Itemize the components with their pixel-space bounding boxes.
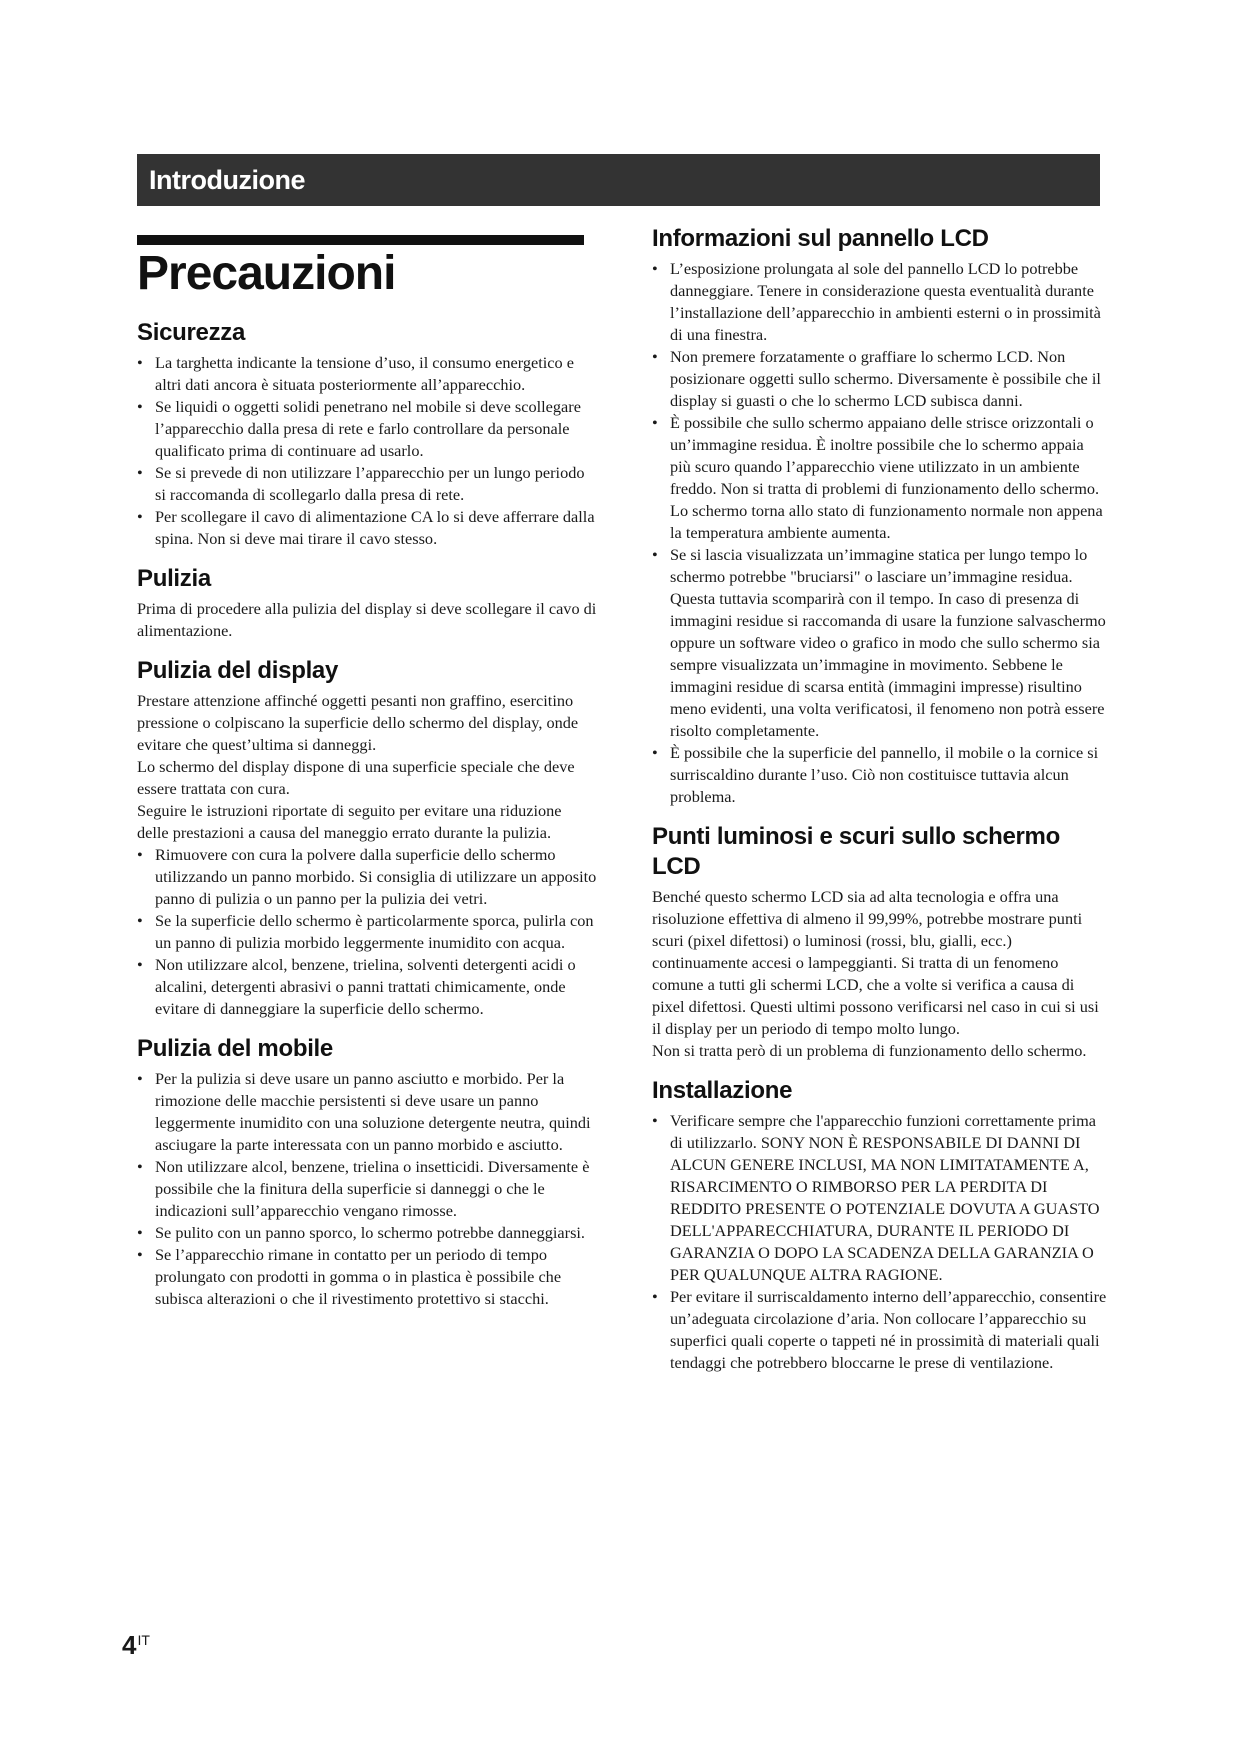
paragraph: Prestare attenzione affinché oggetti pesanti non graffino, esercitino pressione o colpiscano la superficie dello schermo del display, onde evitare che quest’ultima si danneggi. (137, 691, 579, 754)
paragraph: Benché questo schermo LCD sia ad alta tecnologia e offra una risoluzione effettiva di almeno il 99,99%, potrebbe mostrare punti scuri (pixel difettosi) o luminosi (rossi, blu, gialli, ecc.) continuamente accesi o lampeggianti. Si tratta di un fenomeno comune a tutti gli schermi LCD, che a volte si verifica a causa di pixel difettosi. Questi ultimi possono verificarsi nel caso in cui si usi il display per un periodo di tempo molto lungo. (652, 887, 1099, 1038)
list-item: • Verificare sempre che l'apparecchio funzioni correttamente prima di utilizzarlo. SONY NON È RESPONSABILE DI DANNI DI ALCUN GENERE INCLUSI, MA NON LIMITATAMENTE A, RISARCIMENTO O RIMBORSO PER LA PERDITA DI REDDITO PRESENTE O POTENZIALE DOVUTA A GUASTO DELL'APPARECCHIATURA, DURANTE IL PERIODO DI GARANZIA O DOPO LA SCADENZA DELLA GARANZIA O PER QUALUNQUE ALTRA RAGIONE. (652, 1110, 1107, 1286)
list-item: • Se si prevede di non utilizzare l’apparecchio per un lungo periodo si raccomanda di scollegarlo dalla presa di rete. (137, 462, 597, 506)
heading-pulizia-display: Pulizia del display (137, 657, 339, 684)
section-lcd-info (652, 224, 1107, 808)
list-item: • Per evitare il surriscaldamento interno dell’apparecchio, consentire un’adeguata circolazione d’aria. Non collocare l’apparecchio su superfici quali coperte o tappeti né in prossimità di materiali quali tendaggi che potrebbero bloccarne le prese di ventilazione. (652, 1286, 1107, 1374)
list-installazione (652, 1110, 1107, 1374)
left-column (137, 318, 597, 1324)
right-column (652, 224, 1107, 1388)
page-number (122, 1630, 150, 1661)
list-lcd-info (652, 258, 1107, 808)
section-sicurezza (137, 318, 597, 550)
page-lang: IT (137, 1632, 150, 1648)
heading-pulizia: Pulizia (137, 565, 211, 592)
list-item: • Per la pulizia si deve usare un panno asciutto e morbido. Per la rimozione delle macchie persistenti si deve usare un panno leggermente inumidito con una soluzione detergente neutra, quindi asciugare la parte interessata con un panno morbido e asciutto. (137, 1068, 597, 1156)
list-item: • Non premere forzatamente o graffiare lo schermo LCD. Non posizionare oggetti sullo schermo. Diversamente è possibile che il display si guasti o che lo schermo LCD subisca danni. (652, 346, 1107, 412)
section-pulizia-mobile (137, 1034, 597, 1310)
list-item: • È possibile che la superficie del pannello, il mobile o la cornice si surriscaldino durante l’uso. Ciò non costituisce tuttavia alcun problema. (652, 742, 1107, 808)
paragraph: Non si tratta però di un problema di funzionamento dello schermo. (652, 1041, 1087, 1060)
list-item: • La targhetta indicante la tensione d’uso, il consumo energetico e altri dati ancora è situata posteriormente all’apparecchio. (137, 352, 597, 396)
list-item: • Se liquidi o oggetti solidi penetrano nel mobile si deve scollegare l’apparecchio dalla presa di rete e farlo controllare da personale qualificato prima di continuare ad usarlo. (137, 396, 597, 462)
list-item: • Se la superficie dello schermo è particolarmente sporca, pulirla con un panno di pulizia morbido leggermente inumidito con acqua. (137, 910, 597, 954)
list-item: • Se si lascia visualizzata un’immagine statica per lungo tempo lo schermo potrebbe "bruciarsi" o lasciare un’immagine residua. Questa tuttavia scomparirà con il tempo. In caso di presenza di immagini residue si raccomanda di usare la funzione salvaschermo oppure un software video o grafico in modo che sullo schermo sia sempre visualizzata un’immagine in movimento. Sebbene le immagini residue di scarsa entità (immagini impresse) risultino meno evidenti, una volta verificatosi, il fenomeno non potrà essere risolto completamente. (652, 544, 1107, 742)
section-header-bar (137, 154, 1100, 206)
list-item: • Rimuovere con cura la polvere dalla superficie dello schermo utilizzando un panno morbido. Si consiglia di utilizzare un apposito panno di pulizia o un panno per la pulizia dei vetri. (137, 844, 597, 910)
section-pulizia-display (137, 656, 597, 1020)
list-item: • Per scollegare il cavo di alimentazione CA lo si deve afferrare dalla spina. Non si deve mai tirare il cavo stesso. (137, 506, 597, 550)
paragraph: Seguire le istruzioni riportate di seguito per evitare una riduzione delle prestazioni a causa del maneggio errato durante la pulizia. (137, 801, 562, 842)
list-item: • Se pulito con un panno sporco, lo schermo potrebbe danneggiarsi. (137, 1222, 597, 1244)
section-title: Introduzione (149, 165, 305, 195)
heading-punti: Punti luminosi e scuri sullo schermo LCD (652, 823, 1060, 880)
list-item: • L’esposizione prolungata al sole del pannello LCD lo potrebbe danneggiare. Tenere in considerazione questa eventualità durante l’installazione dell’apparecchio in ambienti esterni o in prossimità di una finestra. (652, 258, 1107, 346)
section-installazione (652, 1076, 1107, 1374)
section-punti (652, 822, 1107, 1062)
heading-sicurezza: Sicurezza (137, 319, 246, 346)
page-number-value: 4 (122, 1630, 137, 1660)
page-title: Precauzioni (137, 247, 396, 300)
section-pulizia (137, 564, 597, 642)
list-sicurezza (137, 352, 597, 550)
heading-installazione: Installazione (652, 1077, 793, 1104)
paragraph: Lo schermo del display dispone di una superficie speciale che deve essere trattata con cura. (137, 757, 575, 798)
heading-lcd-info: Informazioni sul pannello LCD (652, 225, 989, 252)
list-item: • Se l’apparecchio rimane in contatto per un periodo di tempo prolungato con prodotti in gomma o in plastica è possibile che subisca alterazioni o che il rivestimento protettivo si stacchi. (137, 1244, 597, 1310)
list-item: • Non utilizzare alcol, benzene, trielina, solventi detergenti acidi o alcalini, detergenti abrasivi o panni trattati chimicamente, onde evitare di danneggiare la superficie dello schermo. (137, 954, 597, 1020)
list-pulizia-display (137, 844, 597, 1020)
list-item: • Non utilizzare alcol, benzene, trielina o insetticidi. Diversamente è possibile che la finitura della superficie si danneggi o che le indicazioni sull’apparecchio vengano rimosse. (137, 1156, 597, 1222)
paragraph: Prima di procedere alla pulizia del display si deve scollegare il cavo di alimentazione. (137, 599, 597, 640)
list-item: • È possibile che sullo schermo appaiano delle strisce orizzontali o un’immagine residua. È inoltre possibile che lo schermo appaia più scuro quando l’apparecchio viene utilizzato in un ambiente freddo. Non si tratta di problemi di funzionamento dello schermo. Lo schermo torna allo stato di funzionamento normale non appena la temperatura ambiente aumenta. (652, 412, 1107, 544)
heading-pulizia-mobile: Pulizia del mobile (137, 1035, 333, 1062)
list-pulizia-mobile (137, 1068, 597, 1310)
